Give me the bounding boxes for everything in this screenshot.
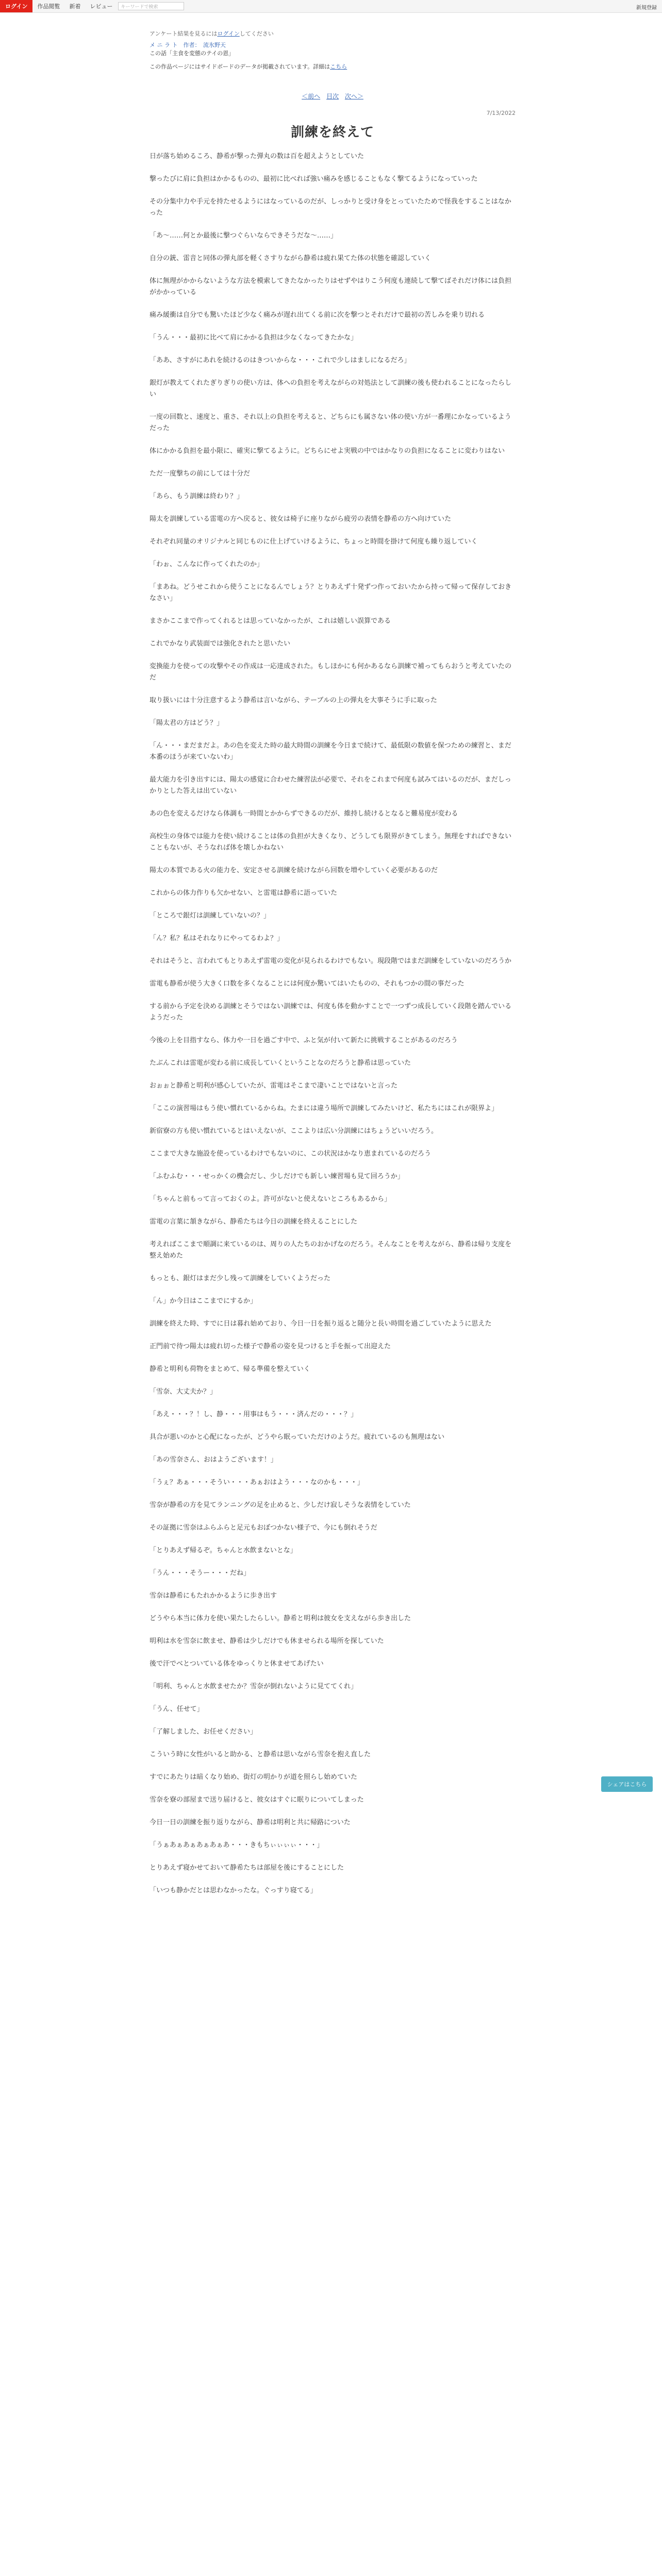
sideboard-hint xyxy=(150,63,516,71)
body-paragraph: 「うぇ？あぁ・・・そうい・・・あぁおはよう・・・なのかも・・・」 xyxy=(150,1479,364,1486)
body-paragraph: あの色を変えるだけなら体調も一時間とかからずできるのだが、維持し続けるとなると難易度が変わる xyxy=(150,810,458,818)
body-paragraph: 「了解しました、お任せください」 xyxy=(150,1728,257,1736)
body-paragraph: 訓練を終えた時、すでに日は暮れ始めており、今日一日を振り返ると随分と長い時間を過ごしていたように思えた xyxy=(150,1320,492,1328)
body-paragraph: どうやら本当に体力を使い果たしたらしい。静希と明利は彼女を支えながら歩き出した xyxy=(150,1615,411,1622)
body-paragraph: その証拠に雪奈はふらふらと足元もおぼつかない様子で、今にも倒れそうだ xyxy=(150,1524,377,1532)
body-paragraph: 日が落ち始めるころ、静希が撃った弾丸の数は百を超えようとしていた xyxy=(150,152,365,160)
body-paragraph: 「ん？私？私はそれなりにやってるわよ？」 xyxy=(150,935,284,942)
body-paragraph: とりあえず寝かせておいて静希たちは部屋を後にすることにした xyxy=(150,1864,344,1872)
body-paragraph: 「雪奈、大丈夫か？」 xyxy=(150,1388,217,1396)
post-date: 7/13/2022 xyxy=(486,110,516,116)
body-paragraph: 「ん・・・まだまだよ。あの色を変えた時の最大時間の訓練を今日まで続けて、最低限の数値を保つための練習と、まだ本番のほうが来ていないわ」 xyxy=(150,742,511,761)
chapter-pager xyxy=(150,92,516,100)
search-input[interactable]: キーワードで検索 xyxy=(118,2,184,10)
hint-link[interactable]: こちら xyxy=(330,63,347,70)
body-paragraph: ここまで大きな施設を使っているわけでもないのに、この状況はかなり恵まれているのだろう xyxy=(150,1150,432,1158)
body-paragraph: 「あえ・・・？！し、静・・・用事はもう・・・済んだの・・・？」 xyxy=(150,1411,358,1418)
body-paragraph: たぶんこれは雷電が変わる前に成長していくということなのだろうと静希は思っていた xyxy=(150,1059,411,1067)
login-notice xyxy=(150,30,516,38)
body-paragraph: 体にかかる負担を最小限に、確実に撃てるように。どちらにせよ実戦の中ではかなりの負担になることに変わりはない xyxy=(150,447,505,455)
body-paragraph: 「ん」か今日はここまでにするか」 xyxy=(150,1297,257,1305)
body-paragraph: 撃ったびに肩に負担はかかるものの、最初に比べれば強い痛みを感じることもなく撃てるようになっていった xyxy=(150,175,478,183)
body-paragraph: 「明利、ちゃんと水飲ませたか？雪奈が倒れないように見ててくれ」 xyxy=(150,1683,358,1690)
body-paragraph: 「あ～……何とか最後に撃つぐらいならできそうだな～……」 xyxy=(150,232,337,240)
body-paragraph: 考えればここまで順調に来ているのは、周りの人たちのおかげなのだろう。そんなことを考えながら、静希は帰り支度を整え始めた xyxy=(150,1241,512,1260)
body-paragraph: それぞれ同量のオリジナルと同じものに仕上げていけるように、ちょっと時間を掛けて何度も繰り返していく xyxy=(150,538,478,546)
body-paragraph: する前から予定を決める訓練とそうではない訓練では、何度も体を動かすことで一つずつ成長していく段階を踏んでいるようだった xyxy=(150,1003,512,1022)
body-paragraph: 雷電の言葉に頷きながら、静希たちは今日の訓練を終えることにした xyxy=(150,1218,358,1226)
body-paragraph: 「まあね。どうせこれから使うことになるんでしょう？とりあえず十発ずつ作っておいたから持って帰って保存しておきなさい」 xyxy=(150,583,512,602)
share-button[interactable]: シェアはこちら xyxy=(601,1776,653,1792)
body-paragraph: 今後の上を目指すなら、体力や一日を過ごす中で、ふと気が付いて新たに挑戦することがあるのだろう xyxy=(150,1037,458,1044)
body-paragraph: おぉぉと静希と明利が感心していたが、雷電はそこまで凄いことではないと言った xyxy=(150,1082,398,1090)
body-paragraph: 「あら、もう訓練は終わり？」 xyxy=(150,493,244,500)
body-paragraph: 一度の回数と、速度と、重さ、それ以上の負担を考えると、どちらにも属さない体の使い方が一番理にかなっているようだった xyxy=(150,413,511,432)
body-paragraph: 銀灯が教えてくれたぎりぎりの使い方は、体への負担を考えながらの対処法として訓練の後も使われることになったらしい xyxy=(150,379,512,398)
prev-chapter-link[interactable]: ＜前へ xyxy=(302,93,321,100)
body-paragraph: 雷電も静希が使う大きく口数を多くなることには何度か驚いてはいたものの、それもつかの間の事だった xyxy=(150,980,465,988)
main-content xyxy=(150,30,516,1908)
body-paragraph: 今日一日の訓練を振り返りながら、静希は明利と共に帰路についた xyxy=(150,1819,351,1826)
body-paragraph: 静希と明利も荷物をまとめて、帰る準備を整えていく xyxy=(150,1365,310,1373)
body-paragraph: 体に無理がかからないような方法を模索してきたなかったりはせずやはりこう何度も連続して撃てばそれだけ体には負担がかかっている xyxy=(150,277,512,296)
author-line[interactable]: メ ニ ラ ト 作者： 流氷野天 xyxy=(150,42,226,48)
top-navigation-bar xyxy=(0,0,662,13)
body-paragraph: 痛み緩衝は自分でも驚いたほど少なく痛みが遅れ出てくる前に次を撃つとそれだけで最初の苦しみを乗り切れる xyxy=(150,311,485,319)
body-paragraph: 「ここの演習場はもう使い慣れているからね。たまには違う場所で訓練してみたいけど、私たちにはこれが限界よ」 xyxy=(150,1105,499,1112)
next-chapter-link[interactable]: 次へ＞ xyxy=(344,93,363,100)
nav-item-browse[interactable]: 作品閲覧 xyxy=(37,3,60,10)
chapter-title: 訓練を終えて xyxy=(290,125,374,140)
body-paragraph: 「うん・・・そうー・・・だね」 xyxy=(150,1569,251,1577)
body-paragraph: すでにあたりは暗くなり始め、街灯の明かりが道を照らし始めていた xyxy=(150,1773,357,1781)
body-paragraph: もっとも、銀灯はまだ少し残って訓練をしていくようだった xyxy=(150,1275,331,1282)
body-paragraph: 新宿寮の方も使い慣れているとはいえないが、ここよりは広い分訓練にはちょうどいいだろう。 xyxy=(150,1127,438,1135)
body-paragraph: 「あの雪奈さん、おはようございます！」 xyxy=(150,1456,277,1464)
body-paragraph: 「うん、任せて」 xyxy=(150,1705,204,1713)
body-paragraph: これでかなり武装面では強化されたと思いたい xyxy=(150,640,291,648)
body-paragraph: 高校生の身体では能力を使い続けることは体の負担が大きくなり、どうしても限界がきてしまう。無理をすればできないこともないが、そうなれば体を壊しかねない xyxy=(150,833,512,852)
body-paragraph: こういう時に女性がいると助かる、と静希は思いながら雪奈を抱え直した xyxy=(150,1751,371,1758)
body-paragraph: 「ちゃんと前もって言っておくのよ。許可がないと使えないところもあるから」 xyxy=(150,1195,391,1203)
chapter-body xyxy=(150,151,516,1896)
body-paragraph: 後で汗でべとついている体をゆっくりと休ませてあげたい xyxy=(150,1660,324,1668)
body-paragraph: 「ああ、さすがにあれを続けるのはきついからな・・・これで少しはましになるだろ」 xyxy=(150,357,411,364)
body-paragraph: 取り扱いには十分注意するよう静希は言いながら、テーブルの上の弾丸を大事そうに手に取った xyxy=(150,697,437,704)
body-paragraph: 「うぁあぁあぁあぁあぁあ・・・きもちぃぃぃぃ・・・」 xyxy=(150,1841,324,1849)
body-paragraph: 自分の銃、雷音と同体の弾丸部を軽くさすりながら静希は疲れ果てた体の状態を確認していく xyxy=(150,255,432,262)
login-button[interactable]: ログイン xyxy=(0,0,32,12)
nav-item-new[interactable]: 新着 xyxy=(69,3,81,10)
body-paragraph: ただ一度撃ちの前にしては十分だ xyxy=(150,470,251,478)
body-paragraph: 「ところで銀灯は訓練していないの？」 xyxy=(150,912,270,920)
body-paragraph: 雪奈を寮の部屋まで送り届けると、彼女はすぐに眠りについてしまった xyxy=(150,1796,364,1804)
hint-text: この作品ページにはサイドボードのデータが掲載されています。詳細は xyxy=(150,63,330,70)
body-paragraph: 明利は水を雪奈に飲ませ、静希は少しだけでも休ませられる場所を探していた xyxy=(150,1637,384,1645)
body-paragraph: 「うん・・・最初に比べて肩にかかる負担は少なくなってきたかな」 xyxy=(150,334,358,342)
body-paragraph: 「いつも静かだとは思わなかったな。ぐっすり寝てる」 xyxy=(150,1887,317,1894)
toc-link[interactable]: 目次 xyxy=(326,93,339,100)
body-paragraph: 雪奈は静希にもたれかかるように歩き出す xyxy=(150,1592,277,1600)
notice-login-link[interactable]: ログイン xyxy=(217,30,240,37)
body-paragraph: その分集中力や手元を持たせるようにはなっているのだが、しっかりと受け身をとっていたためで怪我をすることはなかった xyxy=(150,198,511,217)
nav-item-review[interactable]: レビュー xyxy=(90,3,113,10)
body-paragraph: 正門前で待つ陽太は疲れ切った様子で静希の姿を見つけると手を振って出迎えた xyxy=(150,1343,391,1350)
body-paragraph: まさかここまで作ってくれるとは思っていなかったが、これは嬉しい誤算である xyxy=(150,617,391,625)
body-paragraph: 具合が悪いのかと心配になったが、どうやら眠っていただけのようだ。疲れているのも無理はない xyxy=(150,1433,445,1441)
notice-suffix: してください xyxy=(239,30,274,37)
register-link[interactable]: 新規登録 xyxy=(636,5,657,11)
body-paragraph: 陽太の本質である火の能力を、安定させる訓練を続けながら回数を増やしていく必要があるのだ xyxy=(150,867,438,874)
body-paragraph: 陽太を訓練している雷電の方へ戻ると、彼女は椅子に座りながら疲労の表情を静希の方へ向けていた xyxy=(150,515,452,523)
body-paragraph: 雪奈が静希の方を見てランニングの足を止めると、少しだけ寂しそうな表情をしていた xyxy=(150,1501,411,1509)
notice-prefix: アンケート結果を見るには xyxy=(150,30,218,37)
body-paragraph: 変換能力を使っての攻撃やその作成は一応達成された。もしほかにも何かあるなら訓練で補ってもらおうと考えていたのだ xyxy=(150,663,512,682)
story-description: この話「主食を変態のテイの恩」 xyxy=(150,50,235,57)
body-paragraph: 「とりあえず帰るぞ。ちゃんと水飲まないとな」 xyxy=(150,1547,297,1554)
body-paragraph: 「ふむふむ・・・せっかくの機会だし、少しだけでも新しい練習場も見て回ろうか」 xyxy=(150,1173,404,1180)
body-paragraph: それはそうと、言われてもとりあえず雷電の変化が見られるわけでもない。現段階ではまだ訓練をしていないのだろうか xyxy=(150,957,512,965)
body-paragraph: これからの体力作りも欠かせない、と雷電は静希に語っていた xyxy=(150,889,338,897)
body-paragraph: 「わぉ、こんなに作ってくれたのか」 xyxy=(150,561,263,568)
body-paragraph: 「陽太君の方はどう？」 xyxy=(150,719,224,727)
body-paragraph: 最大能力を引き出すには、陽太の感覚に合わせた練習法が必要で、それをこれまで何度も試みてはいるのだが、まだしっかりとした答えは出ていない xyxy=(150,776,511,795)
